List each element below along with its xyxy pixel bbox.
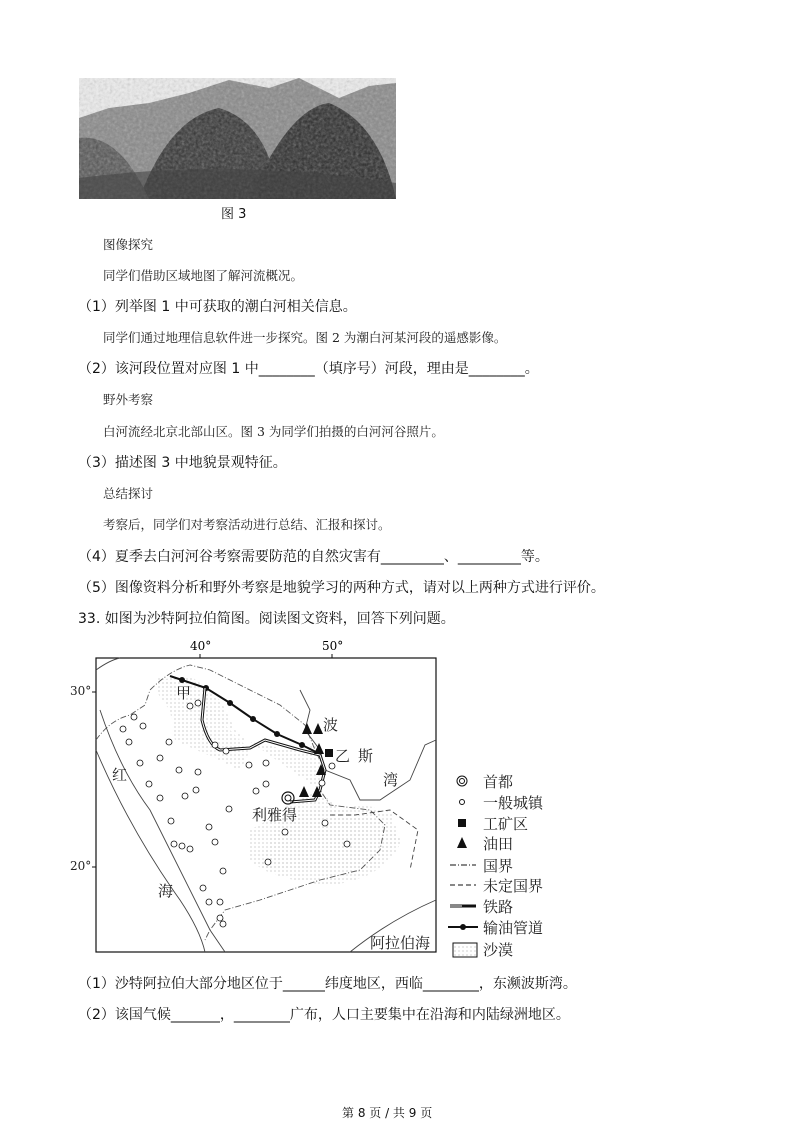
- question-33-2: （2）该国气候_______，________广布，人口主要集中在沿海和内陆绿洲地区。: [78, 1007, 570, 1023]
- section-heading: 图像探究: [103, 237, 154, 252]
- page-footer: 第 8 页 / 共 9 页: [342, 1106, 433, 1120]
- legend-town: 一般城镇: [483, 794, 544, 812]
- label-red-sea-1: 红: [112, 766, 128, 784]
- question-5: （5）图像资料分析和野外考察是地貌学习的两种方式，请对以上两种方式进行评价。: [78, 580, 605, 596]
- paragraph: 考察后，同学们对考察活动进行总结、汇报和探讨。: [103, 517, 391, 532]
- question-1: （1）列举图 1 中可获取的潮白河相关信息。: [78, 299, 357, 315]
- question-3: （3）描述图 3 中地貌景观特征。: [78, 455, 287, 471]
- label-gulf-3: 湾: [383, 771, 399, 789]
- label-riyadh: 利雅得: [252, 806, 298, 824]
- label-gulf-1: 波: [323, 716, 339, 734]
- legend-undetermined-border: 未定国界: [483, 877, 544, 895]
- valley-photo: [79, 78, 396, 199]
- figure-3-caption: 图 3: [221, 207, 247, 222]
- map-legend: [448, 773, 544, 959]
- label-arabian-sea: 阿拉伯海: [370, 934, 431, 952]
- label-gulf-2: 斯: [358, 747, 374, 765]
- paragraph: 白河流经北京北部山区。图 3 为同学们拍摄的白河河谷照片。: [103, 424, 444, 439]
- lon-label-40: 40°: [190, 639, 212, 653]
- label-yi: 乙: [335, 747, 351, 765]
- legend-mining: 工矿区: [483, 815, 529, 833]
- legend-border: 国界: [483, 857, 514, 875]
- label-jia: 甲: [176, 684, 192, 702]
- legend-railway: 铁路: [483, 898, 514, 916]
- question-4: （4）夏季去白河河谷考察需要防范的自然灾害有_________、_________等。: [78, 549, 549, 565]
- paragraph: 同学们通过地理信息软件进一步探究。图 2 为潮白河某河段的遥感影像。: [103, 330, 507, 345]
- legend-capital: 首都: [483, 773, 514, 791]
- section-heading: 野外考察: [103, 392, 154, 407]
- question-2: （2）该河段位置对应图 1 中________（填序号）河段，理由是________。: [78, 361, 539, 377]
- paragraph: 同学们借助区域地图了解河流概况。: [103, 268, 304, 283]
- question-33: 33. 如图为沙特阿拉伯简图。阅读图文资料，回答下列问题。: [78, 611, 455, 627]
- question-33-1: （1）沙特阿拉伯大部分地区位于______纬度地区，西临________，东濒波斯湾。: [78, 976, 577, 992]
- label-red-sea-2: 海: [158, 882, 174, 900]
- lat-label-20: 20°: [70, 859, 92, 873]
- legend-oilfield: 油田: [483, 835, 514, 853]
- lon-label-50: 50°: [322, 639, 344, 653]
- lat-label-30: 30°: [70, 684, 92, 698]
- saudi-arabia-map: [90, 630, 560, 960]
- legend-desert: 沙漠: [483, 941, 514, 959]
- legend-pipeline: 输油管道: [483, 919, 544, 937]
- section-heading: 总结探讨: [103, 486, 154, 501]
